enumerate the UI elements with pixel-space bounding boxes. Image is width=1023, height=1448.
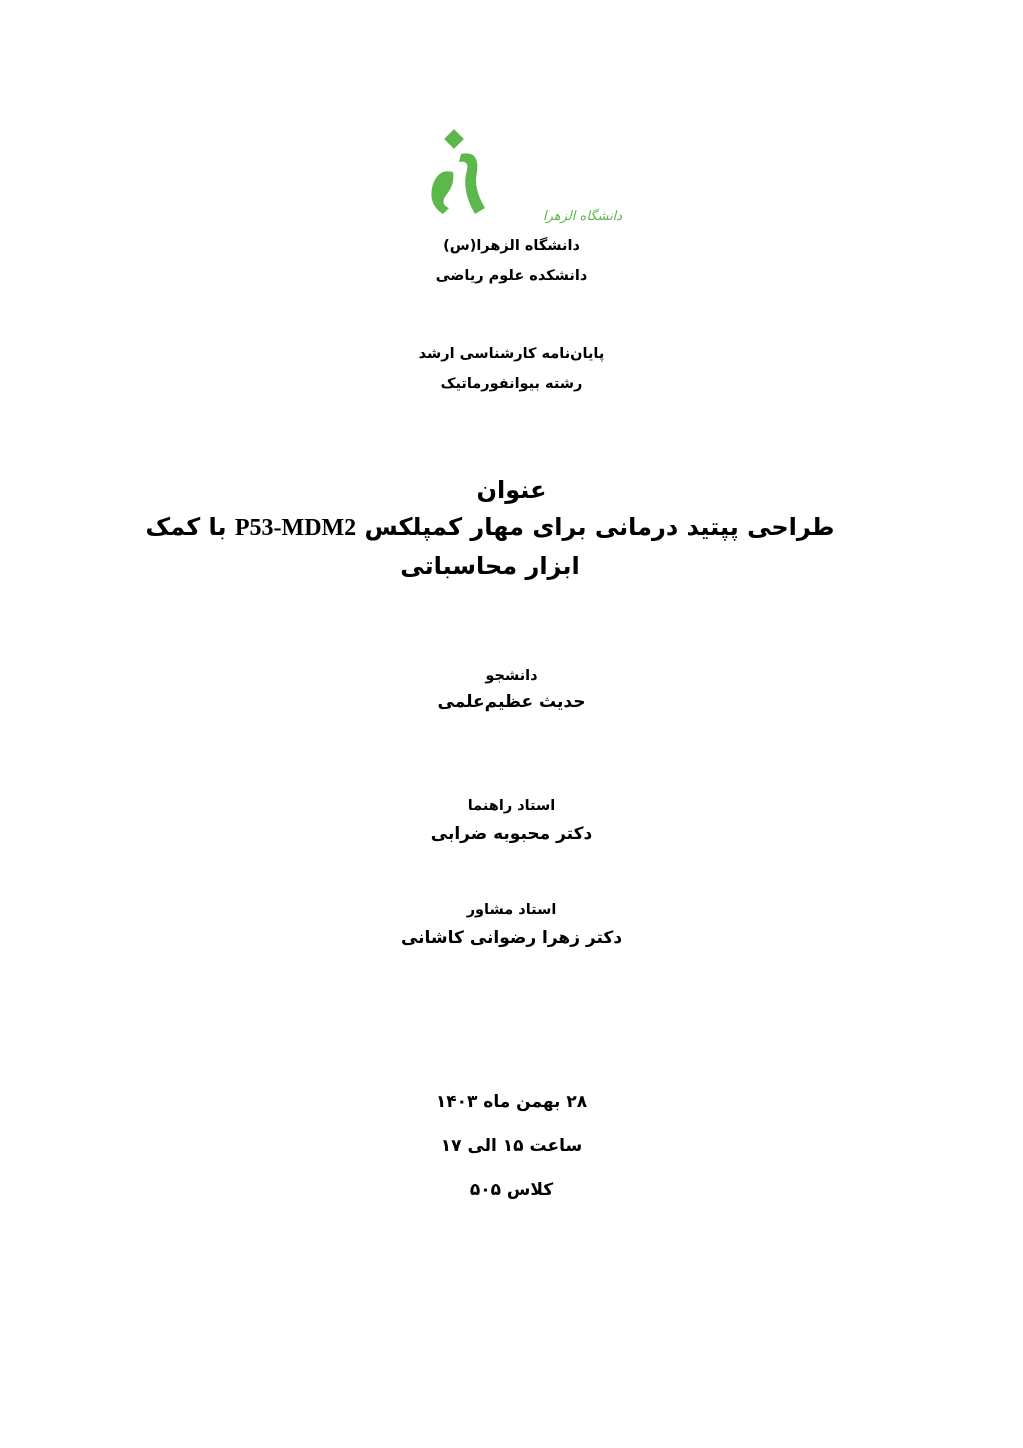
supervisor-name: دکتر محبوبه ضرابی (430, 824, 593, 844)
advisor-name: دکتر زهرا رضوانی کاشانی (400, 928, 623, 948)
advisor-label: استاد مشاور (466, 902, 557, 918)
title-label: عنوان (476, 476, 547, 504)
university-logo (425, 128, 623, 228)
logo-stroke-right (459, 153, 485, 214)
logo-stroke-left (431, 171, 453, 214)
supervisor-label: استاد راهنما (467, 798, 556, 814)
title-part-1: طراحی پپتید درمانی برای مهار کمپلکس (364, 513, 835, 541)
logo-diamond (444, 129, 464, 149)
student-name: حدیث عظیم‌علمی (437, 692, 586, 712)
defense-date: ۲۸ بهمن ماه ۱۴۰۳ (435, 1092, 588, 1112)
thesis-field: رشته بیوانفورماتیک (440, 376, 583, 392)
thesis-type: پایان‌نامه کارشناسی ارشد (418, 346, 605, 362)
student-label: دانشجو (485, 668, 538, 684)
title-part-2: با کمک ابزار محاسباتی (145, 513, 580, 580)
university-name: دانشگاه الزهرا(س) (443, 238, 580, 254)
logo-wordmark: دانشگاه الزهرا (543, 209, 623, 224)
defense-room: کلاس ۵۰۵ (469, 1180, 554, 1200)
defense-time: ساعت ۱۵ الی ۱۷ (440, 1136, 583, 1156)
faculty-name: دانشکده علوم ریاضی (435, 268, 588, 284)
title-latin: P53-MDM2 (234, 515, 357, 541)
thesis-title (120, 508, 860, 585)
